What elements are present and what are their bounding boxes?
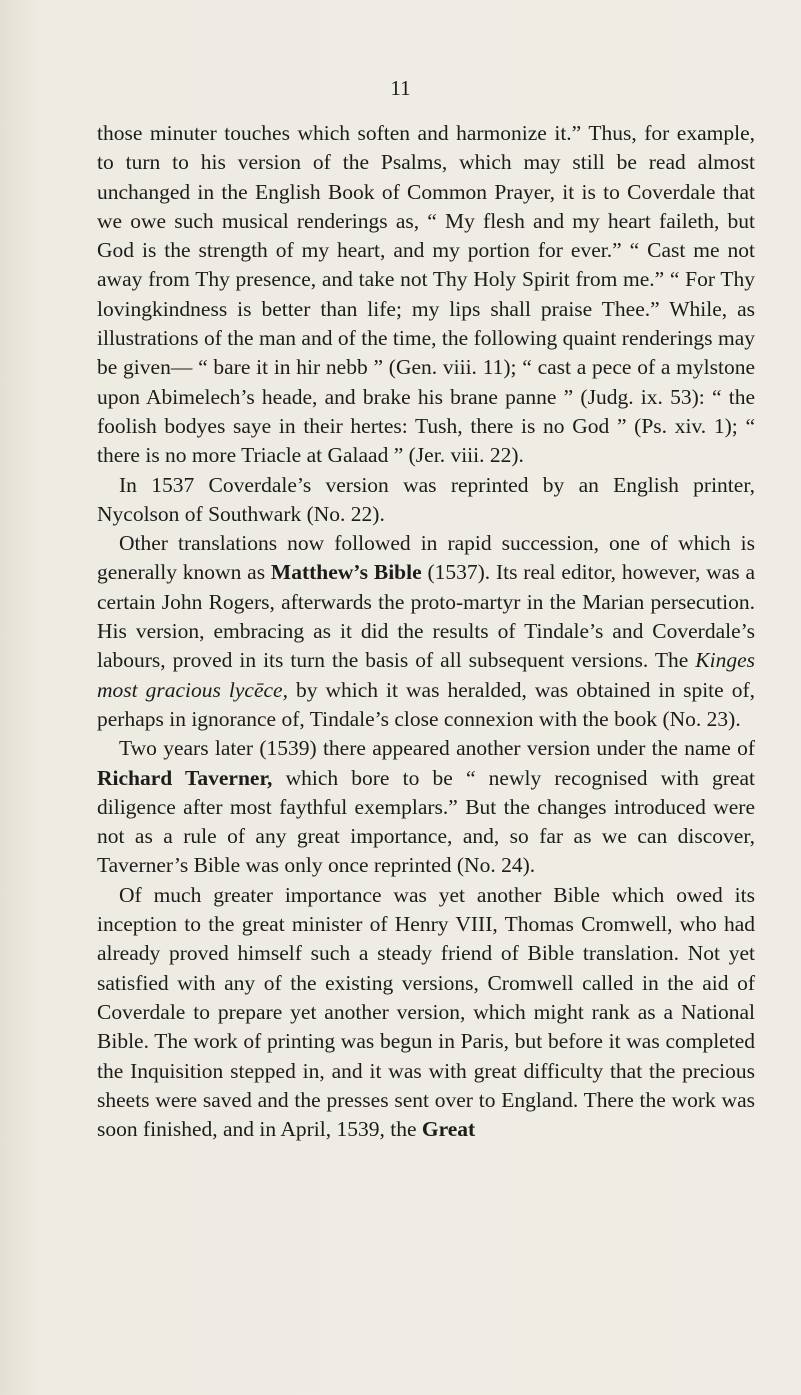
paragraph-1 — [97, 119, 755, 471]
text-segment: Of much greater importance was yet another Bible which owed its inception to the great minister of Henry VIII, Thomas Cromwell, who had already proved himself such a steady friend of Bible translation. Not yet satisfied with any of the existing versions, Cromwell called in the aid of Coverdale to prepare yet another version, which might rank as a National Bible. The work of printing was begun in Paris, but before it was completed the Inquisition stepped in, and it was with great difficulty that the precious sheets were saved and the presses sent over to England. There the work was soon finished, and in April, 1539, the — [97, 882, 755, 1142]
paragraph-3 — [97, 529, 755, 734]
text-segment: In 1537 Coverdale’s version was reprinted by an English printer, Nycolson of Southwark (No. 22). — [97, 472, 755, 526]
paragraph-2 — [97, 471, 755, 530]
text-segment: which bore to be “ newly recognised with great diligence after most faythful exemplars.” But the changes introduced were not as a rule of any great importance, and, so far as we can discover, Taverner’s Bible was only once reprinted (No. 24). — [97, 765, 755, 878]
body-text — [97, 119, 755, 1144]
paragraph-4 — [97, 734, 755, 880]
text-segment: Kinges most gracious lycēce, — [97, 648, 755, 702]
text-segment: Richard Taverner, — [97, 765, 273, 790]
text-segment: Great — [421, 1117, 476, 1142]
text-segment: by which it was heralded, was obtained in spite of, perhaps in ignorance of, Tindale’s close connexion with the book (No. 23). — [97, 677, 755, 731]
text-segment: Two years later (1539) there appeared another version under the name of — [119, 736, 755, 761]
text-segment: those minuter touches which soften and harmonize it.” Thus, for example, to turn to his version of the Psalms, which may still be read almost unchanged in the English Book of Common Prayer, it is to Coverdale that we owe such musical renderings as, “ My flesh and my heart faileth, but God is the strength of my heart, and my portion for ever.” “ Cast me not away from Thy presence, and take not Thy Holy Spirit from me.” “ For Thy lovingkindness is better than life; my lips shall praise Thee.” While, as illustrations of the man and of the time, the following quaint renderings may be given— “ bare it in hir nebb ” (Gen. viii. 11); “ cast a pece of a mylstone upon Abimelech’s heade, and brake his brane panne ” (Judg. ix. 53): “ the foolish bodyes saye in their hertes: Tush, there is no God ” (Ps. xiv. 1); “ there is no more Triacle at Galaad ” (Jer. viii. 22). — [97, 121, 755, 468]
text-segment: (1537). Its real editor, however, was a certain John Rogers, afterwards the proto-martyr in the Marian persecution. His version, embracing as it did the results of Tindale’s and Coverdale’s labours, proved in its turn the basis of all subsequent versions. The — [97, 560, 756, 673]
text-segment: Other translations now followed in rapid succession, one of which is generally known as — [97, 531, 755, 585]
text-segment: Matthew’s Bible — [270, 560, 422, 585]
paragraph-5 — [97, 881, 755, 1145]
page-number: 11 — [390, 76, 411, 100]
